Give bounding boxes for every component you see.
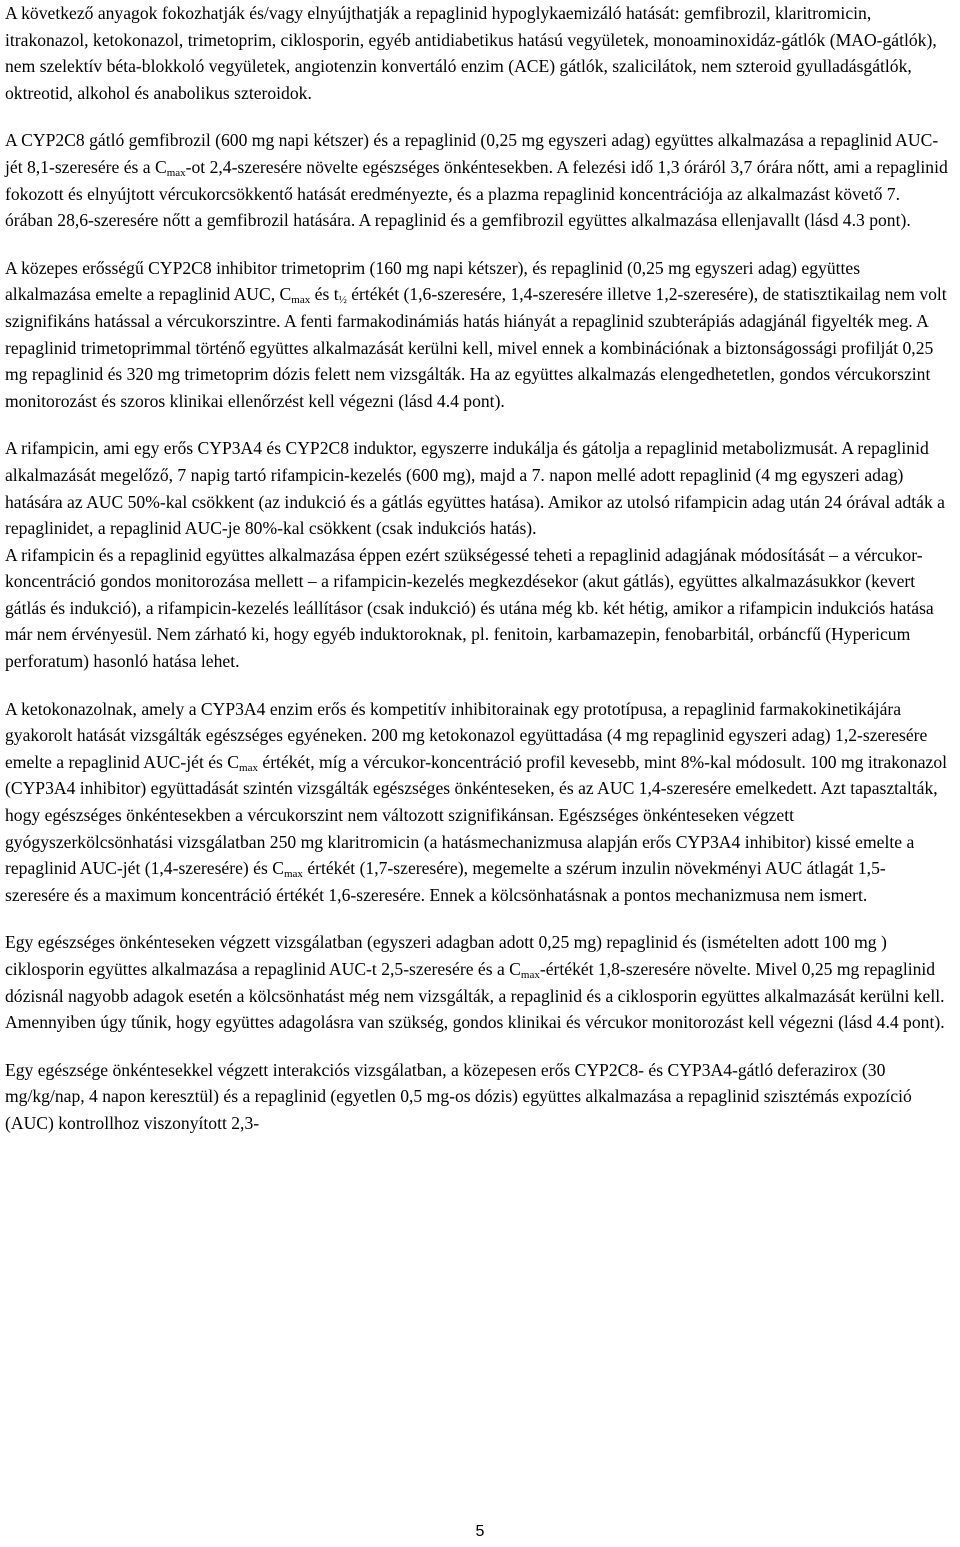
text-run: A rifampicin, ami egy erős CYP3A4 és CYP2C8 induktor, egyszerre indukálja és gátolja a repaglinid metabolizmusát. A repaglinid alkalmazását megelőző, 7 napig tartó rifampicin-kezelés (600 mg), majd a 7. napon mellé adott repaglinid (4 mg egyszeri adag) hatására az AUC 50%-kal csökkent (az indukció és a gátlás együttes hatása). Amikor az utolsó rifampicin adag után 24 órával adták a repaglinidet, a repaglinid AUC-je 80%-kal csökkent (csak indukciós hatás). xyxy=(5,438,945,539)
paragraph-deferasirox xyxy=(5,1057,950,1137)
page-number: 5 xyxy=(475,1523,485,1540)
paragraph-rifampicin xyxy=(5,435,950,541)
text-run: Egy egészséges önkénteseken végzett vizsgálatban (egyszeri adagban adott 0,25 mg) repaglinid és (ismételten adott 100 mg ) ciklosporin együttes alkalmazása a repaglinid AUC-t 2,5-szeresére és a C xyxy=(5,932,887,979)
subscript-text: ½ xyxy=(338,294,347,307)
paragraph-ketoconazole xyxy=(5,696,950,909)
subscript-text: max xyxy=(520,969,540,981)
subscript-text: max xyxy=(283,868,303,881)
subscript-text: max xyxy=(166,166,186,179)
text-run: Egy egészsége önkéntesekkel végzett interakciós vizsgálatban, a közepesen erős CYP2C8- és CYP3A4-gátló deferazirox (30 mg/kg/nap, 4 napon keresztül) és a repaglinid (egyetlen 0,5 mg-os dózis) együttes alkalmazása a repaglinid szisztémás expozíció (AUC) kontrollhoz viszonyított 2,3- xyxy=(5,1059,912,1133)
text-run: A következő anyagok fokozhatják és/vagy elnyújthatják a repaglinid hypoglykaemizáló hatását: gemfibrozil, klaritromicin, itrakonazol, ketokonazol, trimetoprim, ciklosporin, egyéb antidiabetikus hatású vegyületek, monoaminoxidáz-gátlók (MAO-gátlók), nem szelektív béta-blokkoló vegyületek, angiotenzin konvertáló enzim (ACE) gátlók, szalicilátok, nem szteroid gyulladásgátlók, oktreotid, alkohol és anabolikus szteroidok. xyxy=(5,3,937,103)
text-run: A CYP2C8 gátló gemfibrozil (600 mg napi kétszer) és a repaglinid (0,25 mg egyszeri adag) együttes alkalmazása a repaglinid AUC-jét 8,1-szeresére és a C xyxy=(5,130,939,177)
paragraph-ciclosporin xyxy=(5,929,950,1035)
paragraph-rifampicin-dose-adjustment xyxy=(5,542,950,675)
text-run: és t xyxy=(310,284,339,305)
text-run: A ketokonazolnak, amely a CYP3A4 enzim erős és kompetitív inhibitorainak egy prototípusa, a repaglinid farmakokinetikájára gyakorolt hatását vizsgálták egészséges egyéneken. 200 mg ketokonazol együttadása (4 mg repaglinid egyszeri adag) 1,2-szeresére emelte a repaglinid AUC-jét és C xyxy=(5,698,928,772)
text-run: értékét, míg a vércukor-koncentráció profil kevesebb, mint 8%-kal módosult. 100 mg itrakonazol (CYP3A4 inhibitor) együttadását szintén vizsgálták egészséges önkénteseken, és az AUC 1,4-szeresére emelkedett. Azt tapasztalták, hogy egészséges önkéntesekben a vércukorszint nem változott szignifikánsan. Egészséges önkénteseken végzett gyógyszerkölcsönhatási vizsgálatban 250 mg klaritromicin (a hatásmechanizmusa alapján erős CYP3A4 inhibitor) kissé emelte a repaglinid AUC-jét (1,4-szeresére) és C xyxy=(5,751,948,879)
subscript-text: max xyxy=(291,294,311,307)
text-run: -értékét 1,8-szeresére növelte. Mivel 0,25 mg repaglinid dózisnál nagyobb adagok esetén a kölcsönhatást még nem vizsgálták, a repaglinid és a ciklosporin együttes alkalmazását kerülni kell. Amennyiben úgy tűnik, hogy együttes adagolásra van szükség, gondos klinikai és vércukor monitorozást kell végezni (lásd 4.4 pont). xyxy=(5,959,945,1033)
text-run: -ot 2,4-szeresére növelte egészséges önkéntesekben. A felezési idő 1,3 óráról 3,7 órára nőtt, ami a repaglinid fokozott és elnyújtott vércukorcsökkentő hatását eredményezte, és a plazma repaglinid koncentrációja az alkalmazást követő 7. órában 28,6-szeresére nőtt a gemfibrozil hatására. A repaglinid és a gemfibrozil együttes alkalmazása ellenjavallt (lásd 4.3 pont). xyxy=(5,156,948,231)
paragraph-trimethoprim xyxy=(5,255,950,415)
text-run: értékét (1,6-szeresére, 1,4-szeresére illetve 1,2-szeresére), de statisztikailag nem volt szignifikáns hatással a vércukorszintre. A fenti farmakodinámiás hatás hiányát a repaglinid szubterápiás adagjánál figyelték meg. A repaglinid trimetoprimmal történő együttes alkalmazását kerülni kell, mivel ennek a kombinációnak a biztonságossági profilját 0,25 mg repaglinid és 320 mg trimetoprim dózis felett nem vizsgálták. Ha az együttes alkalmazás elengedhetetlen, gondos vércukorszint monitorozást és szoros klinikai ellenőrzést kell végezni (lásd 4.4 pont). xyxy=(5,284,947,411)
paragraph-interacting-substances xyxy=(5,0,950,106)
text-run: A közepes erősségű CYP2C8 inhibitor trimetoprim (160 mg napi kétszer), és repaglinid (0,25 mg egyszeri adag) együttes alkalmazása emelte a repaglinid AUC, C xyxy=(5,257,861,305)
subscript-text: max xyxy=(239,761,258,774)
paragraph-gemfibrozil xyxy=(5,127,950,233)
text-run: A rifampicin és a repaglinid együttes alkalmazása éppen ezért szükségessé teheti a repaglinid adagjának módosítását – a vércukor-koncentráció gondos monitorozása mellett – a rifampicin-kezelés megkezdésekor (akut gátlás), együttes alkalmazásukkor (kevert gátlás és indukció), a rifampicin-kezelés leállításor (csak indukció) és utána még kb. két hétig, amikor a rifampicin indukciós hatása már nem érvényesül. Nem zárható ki, hogy egyéb induktoroknak, pl. fenitoin, karbamazepin, fenobarbitál, orbáncfű (Hypericum perforatum) hasonló hatása lehet. xyxy=(5,544,934,672)
text-run: értékét (1,7-szeresére), megemelte a szérum inzulin növekményi AUC átlagát 1,5-szeresére és a maximum koncentráció értékét 1,6-szeresére. Ennek a kölcsönhatásnak a pontos mechanizmusa nem ismert. xyxy=(5,858,886,905)
